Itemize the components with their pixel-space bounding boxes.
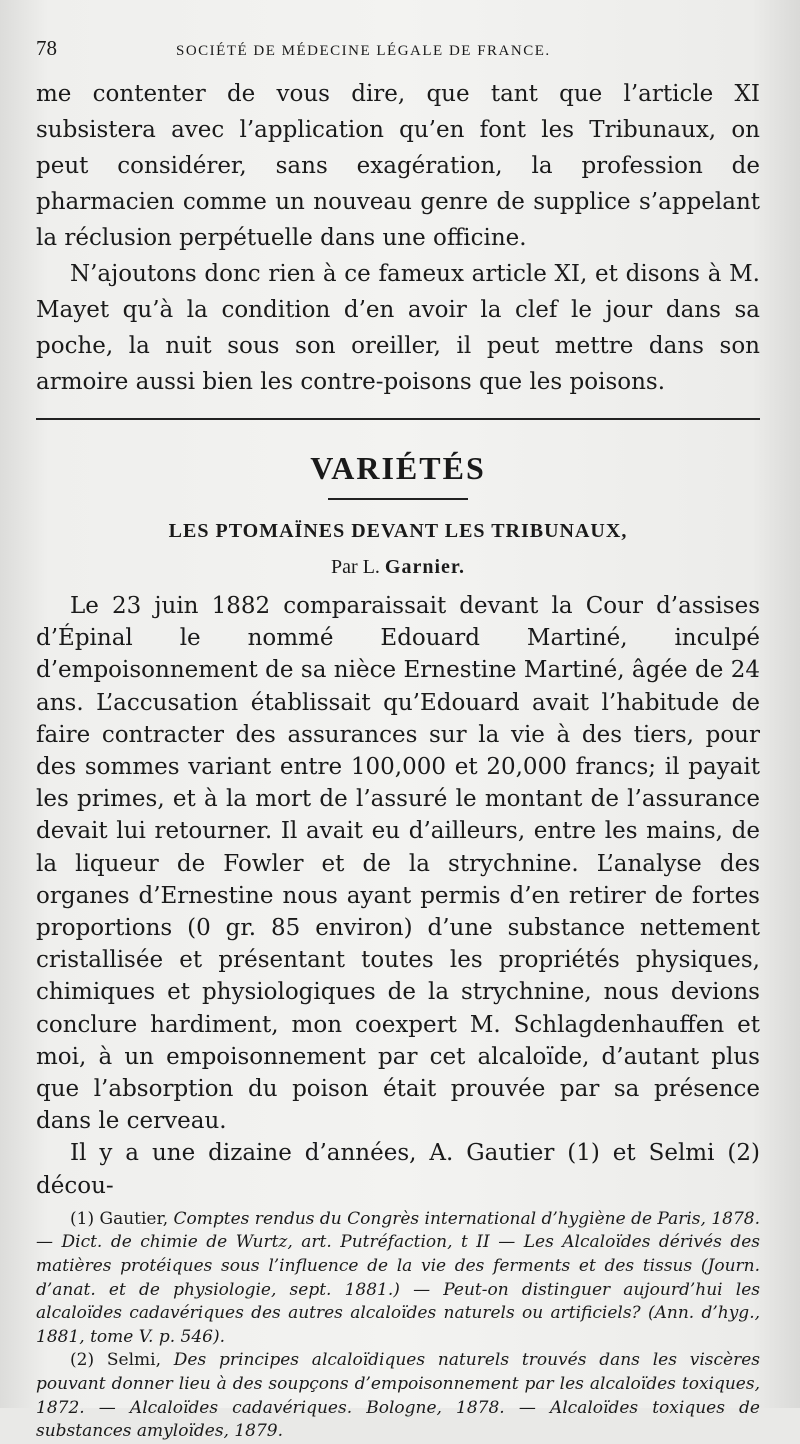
byline — [36, 552, 760, 582]
footnote-2-lead: (2) Selmi, — [70, 1350, 174, 1371]
footnotes — [36, 1208, 760, 1444]
footnote-1-text: Comptes rendus du Congrès international d’hygiène de Paris, 1878. — Dict. de chimie de Wurtz, art. Putréfaction, t II — Les Alcaloïdes dérivés des matières protéiques sous l’influence de la vie des ferments et des tissus (Journ. d’anat. et de physiologie, sept. 1881.) — Peut-on distinguer aujourd’hui les alcaloïdes cadavériques des autres alcaloïdes naturels ou artificiels? (Ann. d’hyg., 1881, tome V. p. 546). — [36, 1208, 760, 1347]
byline-author: Garnier. — [384, 556, 465, 578]
page-number: 78 — [36, 36, 57, 60]
title-underline — [328, 498, 468, 500]
footnote-2-text: Des principes alcaloïdiques naturels trouvés dans les viscères pouvant donner lieu à des soupçons d’empoisonnement par les alcaloïdes toxiques, 1872. — Alcaloïdes cadavériques. Bologne, 1878. — Alcaloïdes toxiques de substances amyloïdes, 1879. — [36, 1350, 760, 1442]
opening-paragraph-1: me contenter de vous dire, que tant que l’article XI subsistera avec l’application qu’en font les Tribunaux, on peut considérer, sans exagération, la profession de pharmacien comme un nouveau genre de supplice s’appelant la réclusion perpétuelle dans une officine. — [36, 81, 760, 251]
article-title: LES PTOMAÏNES DEVANT LES TRIBUNAUX, — [168, 520, 628, 542]
running-head: SOCIÉTÉ DE MÉDECINE LÉGALE DE FRANCE. — [176, 43, 551, 59]
page-header — [36, 36, 760, 76]
opening-paragraph-2: N’ajoutons donc rien à ce fameux article XI, et disons à M. Mayet qu’à la condition d’en avoir la clef le jour dans sa poche, la nuit sous son oreiller, il peut mettre dans son armoire aussi bien les contre-poisons que les poisons. — [36, 261, 760, 395]
section-divider — [36, 418, 760, 420]
article-paragraph-2: Il y a une dizaine d’années, A. Gautier (1) et Selmi (2) décou- — [36, 1140, 760, 1199]
article-paragraph-1: Le 23 juin 1882 comparaissait devant la Cour d’assises d’Épinal le nommé Edouard Martiné, inculpé d’empoisonnement de sa nièce Ernestine Martiné, âgée de 24 ans. L’accusation établissait qu’Edouard avait l’habitude de faire contracter des assurances sur la vie à des tiers, pour des sommes variant entre 100,000 et 20,000 francs; il payait les primes, et à la mort de l’assuré le montant de l’assurance devait lui retourner. Il avait eu d’ailleurs, entre les mains, de la liqueur de Fowler et de la strychnine. L’analyse des organes d’Ernestine nous ayant permis d’en retirer de fortes proportions (0 gr. 85 environ) d’une substance nettement cristallisée et présentant toutes les propriétés physiques, chimiques et physiologiques de la strychnine, nous devions conclure hardiment, mon coexpert M. Schlagdenhauffen et moi, à un empoisonnement par cet alcaloïde, d’autant plus que l’absorption du poison était prouvée par sa présence dans le cerveau. — [36, 593, 760, 1135]
byline-prefix: Par L. — [331, 556, 385, 578]
footnote-2 — [36, 1349, 760, 1443]
article-body — [36, 590, 760, 1202]
footnote-1 — [36, 1208, 760, 1350]
footnote-1-lead: (1) Gautier, — [70, 1208, 174, 1229]
section-title: VARIÉTÉS — [310, 450, 486, 486]
opening-text — [36, 76, 760, 400]
